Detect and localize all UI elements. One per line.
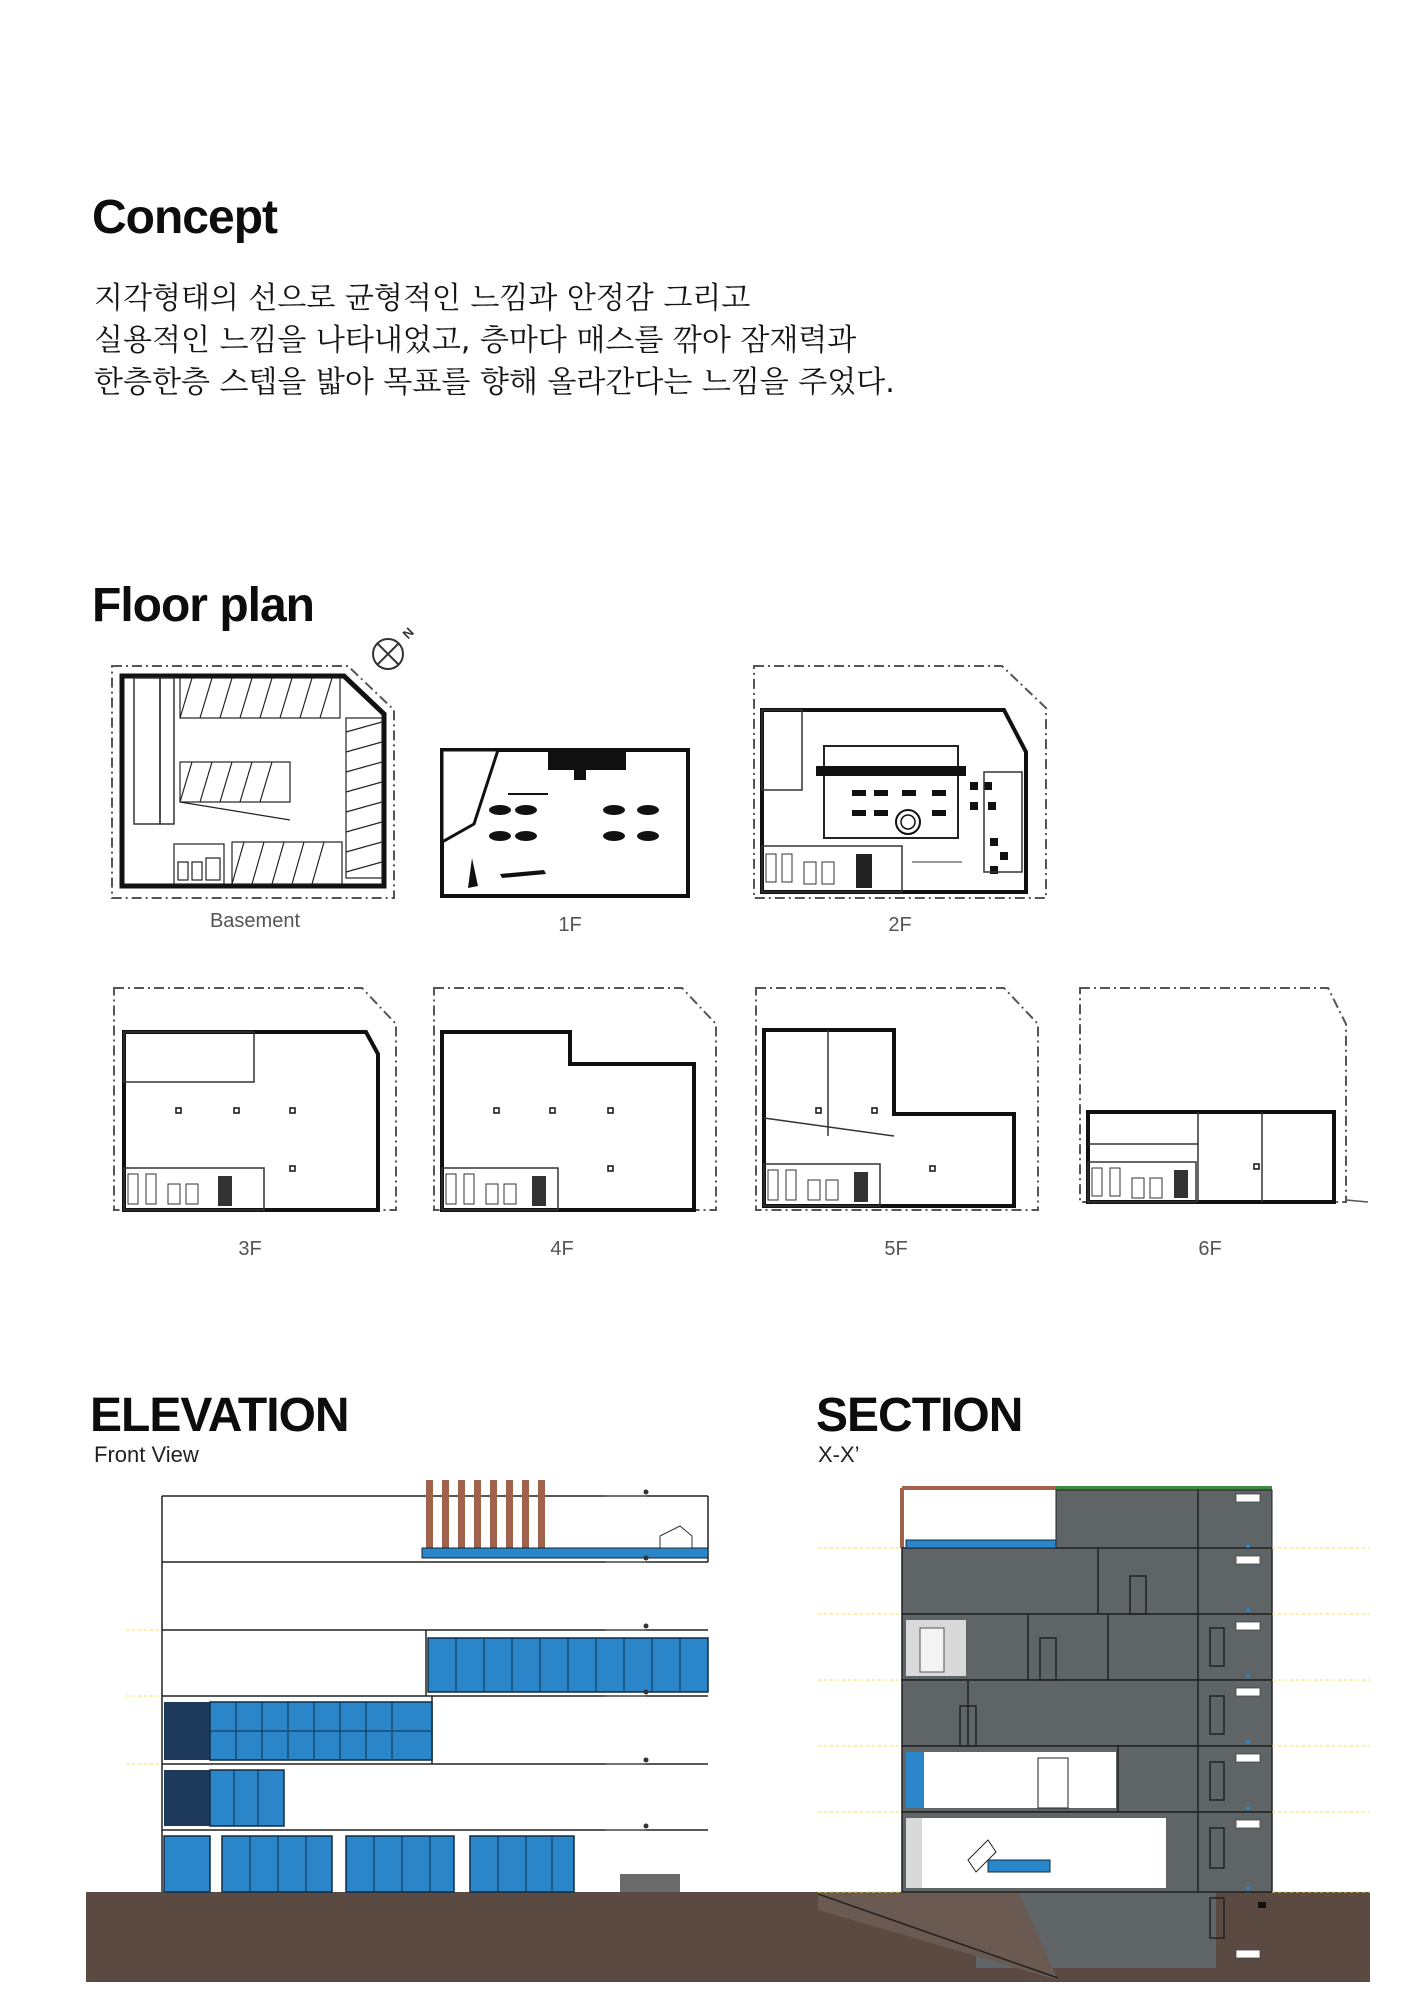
- floor-6f-plan: [1078, 984, 1370, 1214]
- floor-4f-plan: [432, 984, 722, 1214]
- concept-line: 지각형태의 선으로 균형적인 느낌과 안정감 그리고: [94, 281, 751, 316]
- floor-3f-plan: [112, 984, 402, 1214]
- section-subtitle: X-X’: [818, 1442, 860, 1467]
- caption-2f: 2F: [888, 914, 912, 936]
- caption-5f: 5F: [884, 1238, 908, 1260]
- elevation-title: ELEVATION: [90, 1389, 349, 1442]
- north-label: N: [399, 624, 417, 642]
- caption-basement: Basement: [209, 910, 301, 932]
- front-elevation-drawing: [86, 1480, 826, 1982]
- concept-text: [94, 278, 895, 404]
- floor-2f-plan: [752, 662, 1052, 902]
- caption-6f: 6F: [1198, 1238, 1222, 1260]
- concept-line: 실용적인 느낌을 나타내었고, 층마다 매스를 깎아 잠재력과: [94, 323, 857, 358]
- floor-1f-plan: [438, 746, 700, 902]
- basement-plan: [108, 662, 398, 902]
- concept-line: 한층한층 스텝을 밟아 목표를 향해 올라간다는 느낌을 주었다.: [94, 365, 895, 400]
- caption-4f: 4F: [550, 1238, 574, 1260]
- section-drawing: [818, 1480, 1378, 1982]
- concept-title: Concept: [92, 191, 277, 244]
- elevation-subtitle: Front View: [94, 1442, 199, 1467]
- ground: [86, 1892, 826, 1982]
- caption-1f: 1F: [558, 914, 582, 936]
- floor-5f-plan: [754, 984, 1044, 1214]
- floor-plan-title: Floor plan: [92, 579, 314, 632]
- section-title: SECTION: [816, 1389, 1023, 1442]
- caption-3f: 3F: [238, 1238, 262, 1260]
